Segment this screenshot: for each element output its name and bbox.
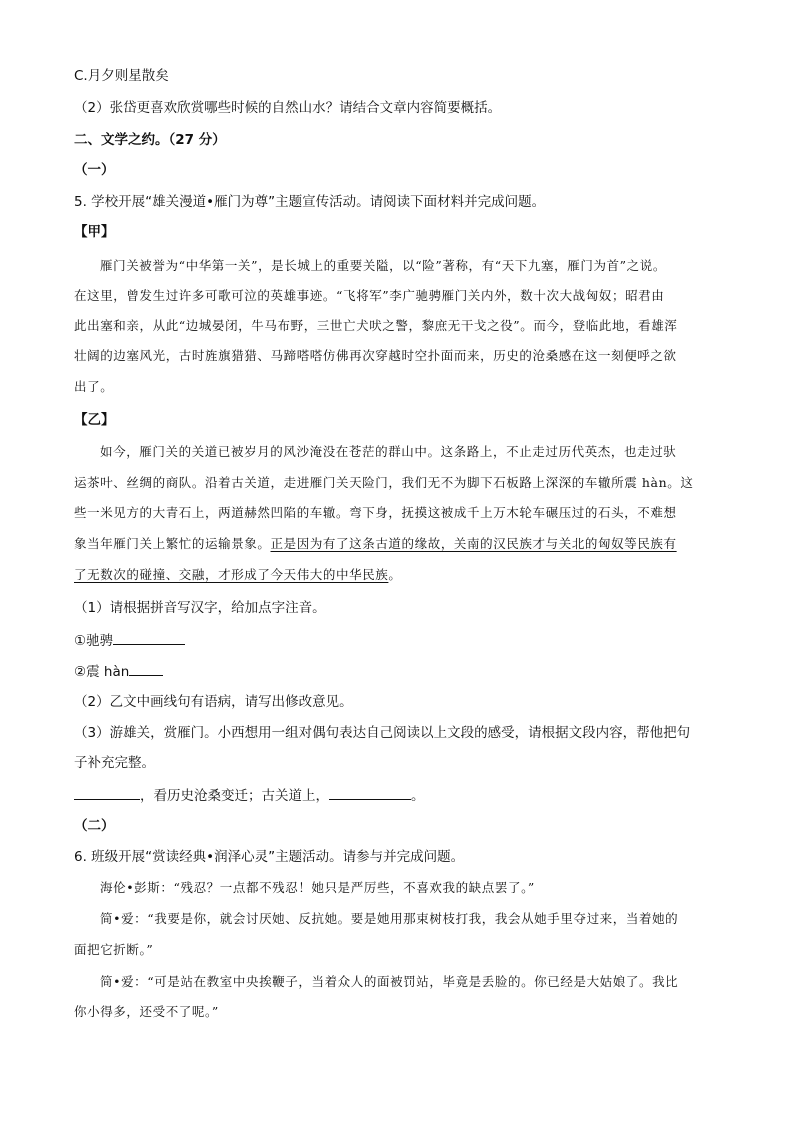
- jia-paragraph-line: 雁门关被誉为“中华第一关”，是长城上的重要关隘，以“险”著称，有“天下九塞，雁门为首”之说。: [100, 258, 666, 273]
- q6-intro: 6. 班级开展“赏读经典•润泽心灵”主题活动。请参与并完成问题。: [74, 849, 465, 865]
- jia-paragraph-line: 在这里，曾发生过许多可歌可泣的英雄事迹。“飞将军”李广驰骋雁门关内外，数十次大战匈奴；昭君由: [74, 288, 665, 303]
- jia-paragraph-line: 此出塞和亲，从此“边城晏闭，牛马布野，三世亡犬吠之警，黎庶无干戈之役”。而今，登临此地，看雄浑: [74, 318, 678, 333]
- jia-paragraph-line: 出了。: [74, 379, 114, 394]
- part-2-label: （二）: [74, 818, 115, 834]
- dialogue-line: 面把它折断。”: [74, 942, 154, 957]
- q5-1-question: （1）请根据拼音写汉字，给加点字注音。: [74, 600, 326, 616]
- yi-plain-text: 象当年雁门关上繁忙的运输景象。: [74, 536, 271, 551]
- q5-1-item-b: [74, 661, 734, 682]
- section-2-title: 二、文学之约。（27 分）: [74, 132, 226, 148]
- underlined-sentence: 了无数次的碰撞、交融，才形成了今天伟大的中华民族: [74, 567, 389, 582]
- q5-2-question: （2）乙文中画线句有语病，请写出修改意见。: [74, 694, 353, 710]
- yi-paragraph-line: 如今，雁门关的关道已被岁月的风沙淹没在苍茫的群山中。这条路上，不止走过历代英杰，也走过驮: [100, 444, 677, 459]
- yi-end-punct: 。: [388, 567, 402, 582]
- q5-1-item-a: [74, 630, 734, 651]
- q5-3-middle-text: ，看历史沧桑变迁；古关道上，: [140, 788, 329, 804]
- q5-3-end-punct: 。: [411, 788, 425, 804]
- q5-intro: 5. 学校开展“雄关漫道•雁门为尊”主题宣传活动。请阅读下面材料并完成问题。: [74, 194, 546, 210]
- answer-blank[interactable]: [129, 661, 163, 676]
- answer-blank[interactable]: [74, 785, 140, 800]
- jia-paragraph-line: 壮阔的边塞风光，古时旌旗猎猎、马蹄嗒嗒仿佛再次穿越时空扑面而来，历史的沧桑感在这一刻便呼之欲: [74, 348, 677, 363]
- q5-3-fill-line: [74, 785, 734, 806]
- yi-paragraph-line: [74, 565, 734, 585]
- yi-label: 【乙】: [74, 412, 115, 428]
- yi-paragraph-line: [74, 534, 734, 554]
- dialogue-line: 你小得多，还受不了呢。”: [74, 1004, 219, 1019]
- dialogue-line: 简•爱：“可是站在教室中央挨鞭子，当着众人的面被罚站，毕竟是丢脸的。你已经是大姑娘了。我比: [100, 974, 679, 989]
- answer-blank[interactable]: [113, 630, 185, 645]
- q5-1b-label: ②震 hàn: [74, 664, 130, 680]
- answer-blank[interactable]: [329, 785, 411, 800]
- q5-3-question-cont: 子补充完整。: [74, 755, 155, 771]
- jia-label: 【甲】: [74, 224, 115, 240]
- underlined-sentence: 正是因为有了这条古道的缘故，关南的汉民族才与关北的匈奴等民族有: [270, 536, 677, 551]
- q4-option-c: C.月夕则星散矣: [74, 68, 169, 84]
- q5-1a-label: ①驰骋: [74, 633, 114, 649]
- dialogue-line: 海伦•彭斯：“残忍？一点都不残忍！她只是严厉些，不喜欢我的缺点罢了。”: [100, 880, 535, 895]
- yi-paragraph-line: 些一米见方的大青石上，两道赫然凹陷的车辙。弯下身，抚摸这被成千上万木轮车碾压过的石头，不难想: [74, 505, 677, 520]
- q4-2-question: （2）张岱更喜欢欣赏哪些时候的自然山水？请结合文章内容简要概括。: [74, 100, 502, 116]
- part-1-label: （一）: [74, 162, 115, 178]
- yi-paragraph-line: 运茶叶、丝绸的商队。沿着古关道，走进雁门关天险门，我们无不为脚下石板路上深深的车辙所震 hàn。这: [74, 475, 694, 490]
- dialogue-line: 简•爱：“我要是你，就会讨厌她、反抗她。要是她用那束树枝打我，我会从她手里夺过来，当着她的: [100, 911, 679, 926]
- q5-3-question: （3）游雄关，赏雁门。小西想用一组对偶句表达自己阅读以上文段的感受，请根据文段内容，帮他把句: [74, 725, 691, 741]
